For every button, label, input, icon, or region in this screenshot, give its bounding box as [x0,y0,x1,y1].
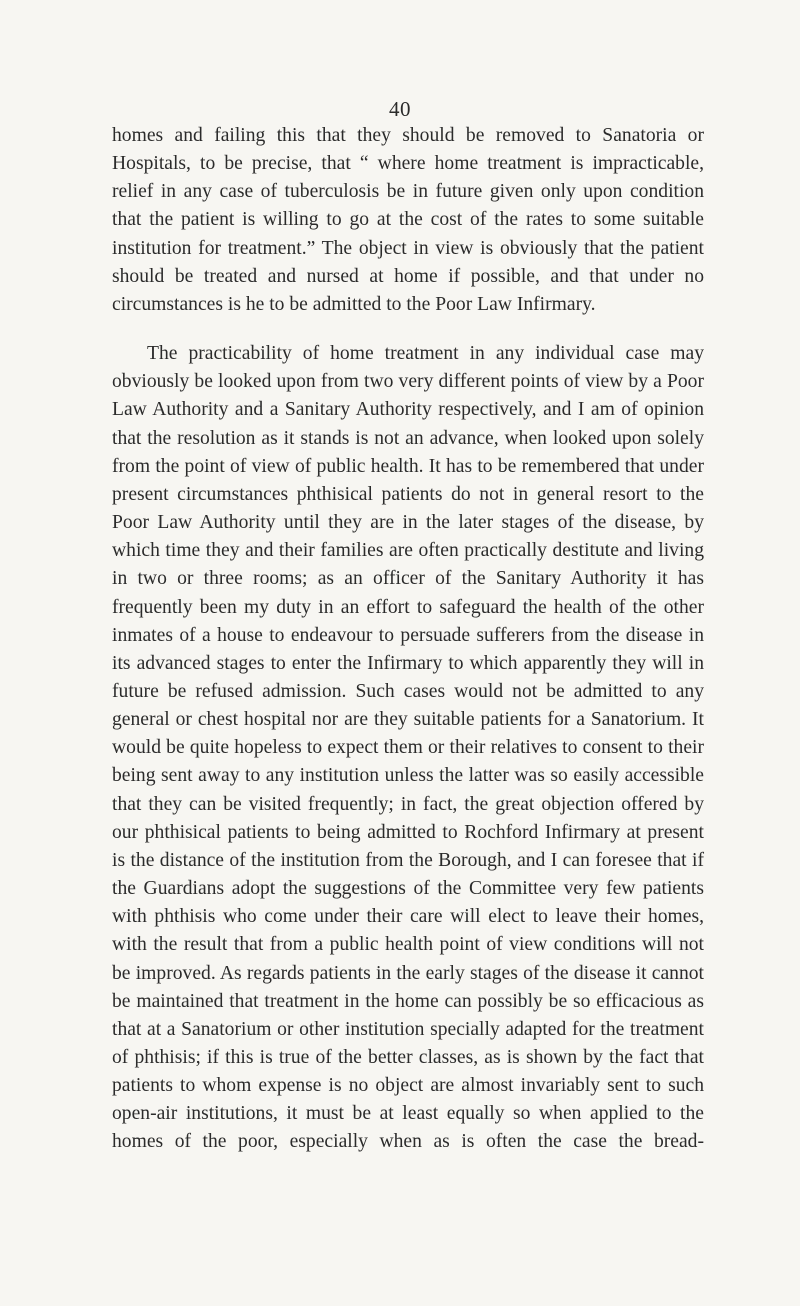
paragraph-2: The practicability of home treatment in any individual case may obviously be looked upon from two very different points of view by a Poor Law Authority and a Sanitary Authority respectively, and I am of opinion that the resolution as it stands is not an advance, when looked upon solely from the point of view of public health. It has to be remembered that under present circumstances phthisical patients do not in general resort to the Poor Law Authority until they are in the later stages of the disease, by which time they and their families are often practically destitute and living in two or three rooms; as an officer of the Sanitary Authority it has frequently been my duty in an effort to safeguard the health of the other inmates of a house to endeavour to persuade sufferers from the disease in its advanced stages to enter the Infirmary to which apparently they will in future be refused admission. Such cases would not be admitted to any general or chest hospital nor are they suitable patients for a Sanatorium. It would be quite hopeless to expect them or their relatives to consent to their being sent away to any institution unless the latter was so easily accessible that they can be visited frequently; in fact, the great objection offered by our phthisical patients to being admitted to Rochford Infirmary at present is the distance of the institution from the Borough, and I can foresee that if the Guardians adopt the suggestions of the Committee very few patients with phthisis who come under their care will elect to leave their homes, with the result that from a public health point of view conditions will not be improved. As regards patients in the early stages of the disease it cannot be maintained that treatment in the home can possibly be so efficacious as that at a Sanatorium or other institution specially adapted for the treatment of phthisis; if this is true of the better classes, as is shown by the fact that patients to whom expense is no object are almost invariably sent to such open-air institutions, it must be at least equally so when applied to the homes of the poor, especially when as is often the case the bread- [112,343,704,1153]
paragraph-1: homes and failing this that they should be removed to Sanatoria or Hospitals, to be precise, that “ where home treatment is impracticable, relief in any case of tuberculosis be in future given only upon condition that the patient is willing to go at the cost of the rates to some suitable institution for treatment.” The object in view is obviously that the patient should be treated and nursed at home if possible, and that under no circumstances is he to be admitted to the Poor Law Infirmary. [112,125,704,315]
page-number: 40 [389,97,411,121]
body-text [112,122,704,1157]
